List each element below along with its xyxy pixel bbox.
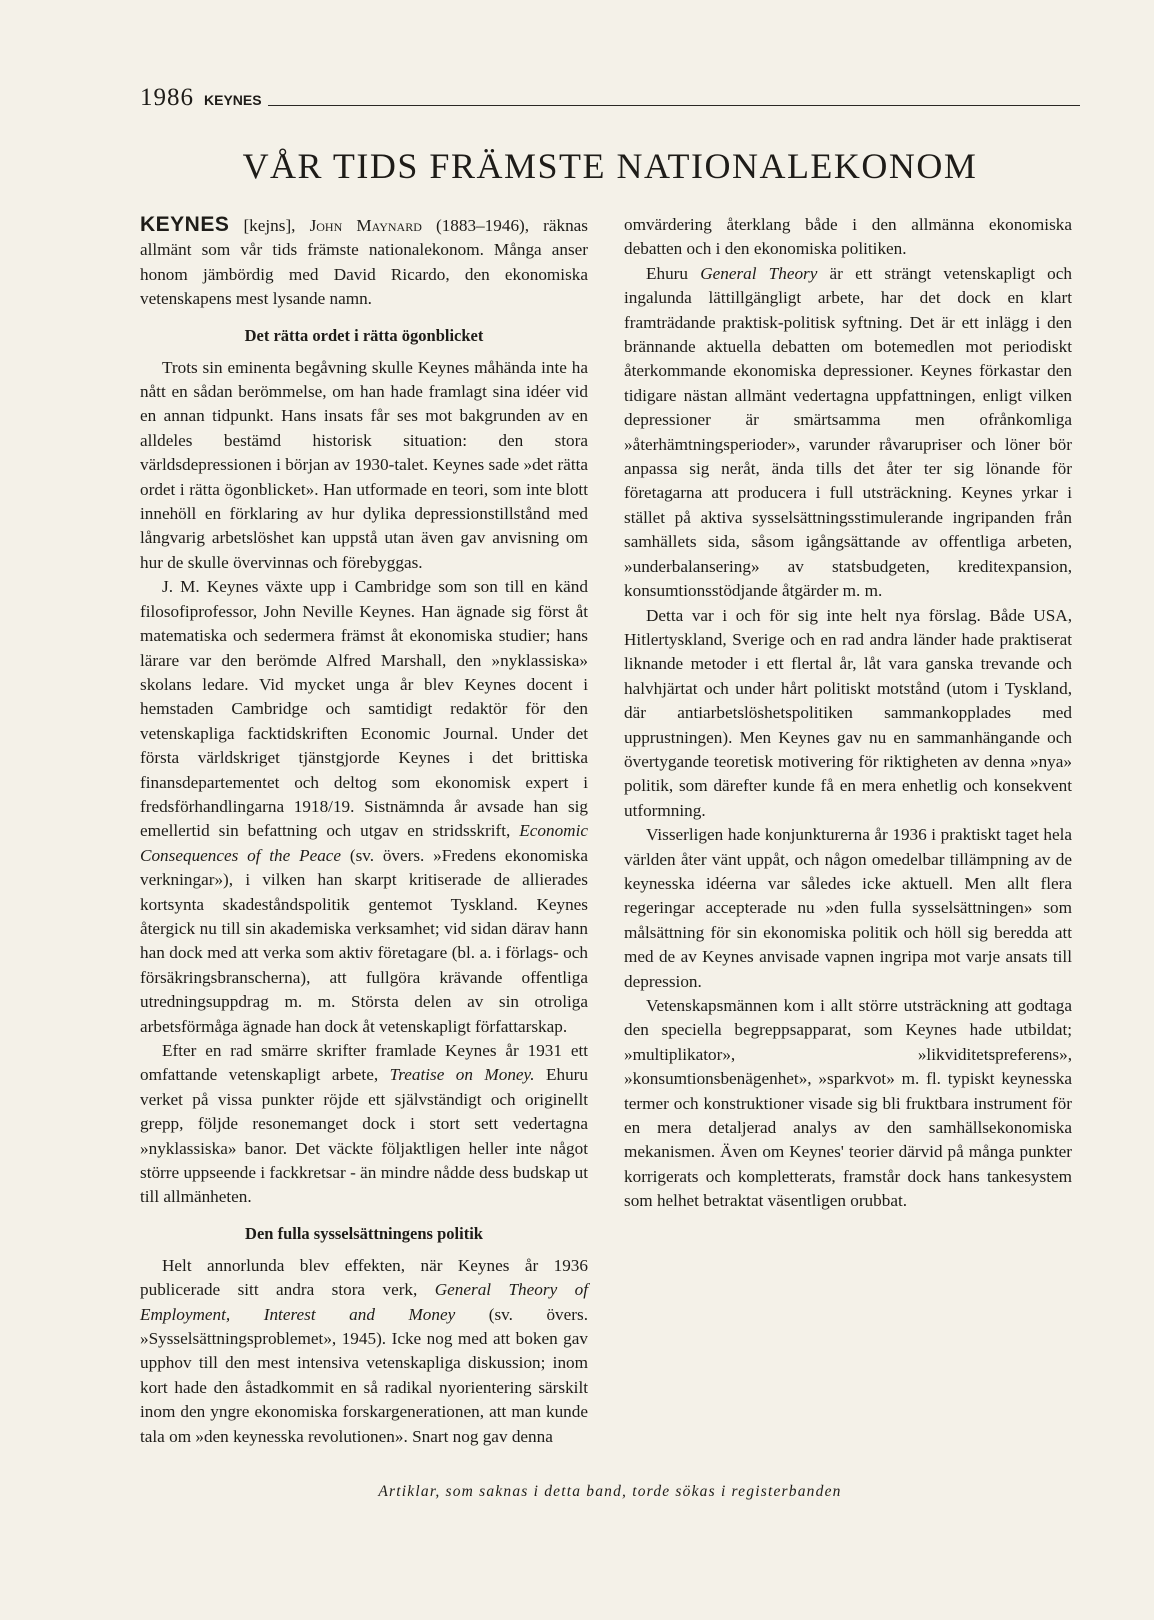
lemma: KEYNES [140,213,230,236]
book-title: Treatise on Money. [389,1065,535,1085]
running-head-word: KEYNES [204,92,262,108]
paragraph: Detta var i och för sig inte helt nya förslag. Både USA, Hitlertyskland, Sverige och en rad andra länder hade praktiserat liknande metoder i ett flertal år, låt vara ganska trevande och halvhjärtat och under hårt politiskt motstånd (utom i Tyskland, där antiarbetslöshetspolitiken sammankopplades med upprustningen). Men Keynes gav nu en sammanhängande och övertygande teoretisk motivering för riktigheten av denna »nya» politik, som därefter kunde få en mera enhetlig och konsekvent utformning. [624,605,1072,820]
footer-note: Artiklar, som saknas i detta band, torde sökas i registerbanden [378,1483,842,1500]
paragraph: J. M. Keynes växte upp i Cambridge som son till en känd filosofiprofessor, John Neville Keynes. Han ägnade sig först åt matematiska och sedermera främst åt ekonomiska studier; hans lärare var den berömde Alfred Marshall, den »nyklassiska» skolans ledare. Vid mycket unga år blev Keynes docent i hemstaden Cambridge och samtidigt redaktör för den vetenskapliga facktidskriften Economic Journal. Under det första världskriget tjänstgjorde Keynes i det brittiska finansdepartementet och deltog som ekonomisk expert i fredsförhandlingarna 1918/19. Sistnämnda år avsade han sig emellertid sin befattning och utgav en stridsskrift, Economic Consequences of the Peace (sv. övers. »Fredens ekonomiska verkningar»), i vilken han skarpt kritiserade de allierades kortsynta skadeståndspolitik gentemot Tyskland. Keynes återgick nu till sin akademiska verksamhet; vid sidan därav hann han dock med att verka som aktiv företagare (bl. a. i förlags- och försäkringsbranscherna), att fullgöra krävande offentliga utredningsuppdrag m. m. Största delen av sin otroliga arbetsförmåga ägnade han dock åt vetenskapligt författarskap. [140,577,588,1036]
paragraph-continuation: omvärdering återklang både i den allmänna ekonomiska debatten och i den ekonomiska politiken. [624,215,1072,259]
paragraph: Visserligen hade konjunkturerna år 1936 i praktiskt taget hela världen åter vänt uppåt, och någon omedelbar tillämpning av de keynesska idéerna var således icke aktuell. Men allt flera regeringar accepterade nu »den fulla sysselsättningen» som målsättning för sin ekonomiska politik och höll sig beredda att med de av Keynes anvisade vapnen ingripa mot varje ansats till depression. [624,825,1072,991]
intro-text: (1883–1946), räknas allmänt som vår tids främste nationalekonom. Många anser honom jämbördig med David Ricardo, den ekonomiska vetenskapens mest lysande namn. [140,216,589,309]
section-heading-2: Den fulla sysselsättningens politik [245,1223,483,1243]
article-title: VÅR TIDS FRÄMSTE NATIONALEKONOM [242,146,978,186]
section-heading-1: Det rätta ordet i rätta ögonblicket [244,325,484,345]
header-rule [268,105,1080,106]
book-title: General Theory [700,263,818,283]
paragraph: Trots sin eminenta begåvning skulle Keynes måhända inte ha nått en sådan berömmelse, om han hade framlagt sina idéer vid en annan tidpunkt. Hans insats får ses mot bakgrunden av en alldeles bestämd historisk situation: den stora världsdepressionen i början av 1930-talet. Keynes sade »det rätta ordet i rätta ögonblicket». Han utformade en teori, som inte blott innehöll en förklaring av hur dylika depressionstillstånd med långvarig arbetslöshet kan uppstå utan även gav anvisning om hur de skulle övervinnas och förebyggas. [140,357,588,572]
intro-paragraph [140,213,588,312]
book-title: General Theory of Employment, Interest and Money [140,1280,588,1324]
paragraph: Efter en rad smärre skrifter framlade Keynes år 1931 ett omfattande vetenskapligt arbete, Treatise on Money. Ehuru verket på vissa punkter röjde ett självständigt och originellt grepp, följde resonemanget dock i stort sett vedertagna »nyklassiska» banor. Det väckte följaktligen heller inte något större uppseende i fackkretsar - än mindre nådde dess budskap ut till allmänheten. [140,1041,588,1207]
right-column [624,213,1072,1214]
left-column [140,213,588,1449]
running-header [140,70,1080,110]
paragraph: Ehuru General Theory är ett strängt vetenskapligt och ingalunda lättillgängligt arbete, har det dock en klart framträdande praktisk-politisk syftning. Det är ett inlägg i den brännande aktuella debatten om botemedlen mot periodiskt återkommande ekonomiska depressioner. Keynes förkastar den tidigare nästan allmänt vedertagna uppfattningen, enligt vilken depressioner är smärtsamma men ofrånkomliga »återhämtningsperioder», varunder råvarupriser och löner bör anpassa sig neråt, ända tills det åter ter sig lönande för företagarna att producera i full utsträckning. Keynes yrkar i stället på aktiva sysselsättningsstimulerande ingripanden från samhällets sida, såsom igångsättande av offentliga arbeten, »underbalansering» av statsbudgeten, kreditexpansion, konsumtionsstödjande åtgärder m. m. [624,263,1072,601]
paragraph-continued: Helt annorlunda blev effekten, när Keynes år 1936 publicerade sitt andra stora verk, General Theory of Employment, Interest and Money (sv. övers. »Sysselsättningsproblemet», 1945). Icke nog med att boken gav upphov till den mest intensiva vetenskapliga diskussion; inom kort hade den åstadkommit en så radikal nyorientering särskilt inom den yngre ekonomiska forskargenerationen, att man kunde tala om »den keynesska revolutionen». Snart nog gav denna [140,1255,588,1446]
paragraph: Vetenskapsmännen kom i allt större utsträckning att godtaga den speciella begreppsapparat, som Keynes hade utbildat; »multiplikator», »likviditetspreferens», »konsumtionsbenägenhet», »sparkvot» m. fl. typiskt keynesska termer och konstruktioner visade sig bli fruktbara instrument för en mera detaljerad analys av den samhällsekonomiska mekanismen. Även om Keynes' teorier därvid på många punkter korrigerats och kompletterats, framstår dock hans tankesystem som helhet betraktat väsentligen orubbat. [624,996,1072,1211]
page-number: 1986 [140,84,194,111]
book-title: Economic Consequences of the Peace [140,821,588,865]
full-name: John Maynard [309,216,422,235]
pronunciation: [kejns], [229,216,310,235]
